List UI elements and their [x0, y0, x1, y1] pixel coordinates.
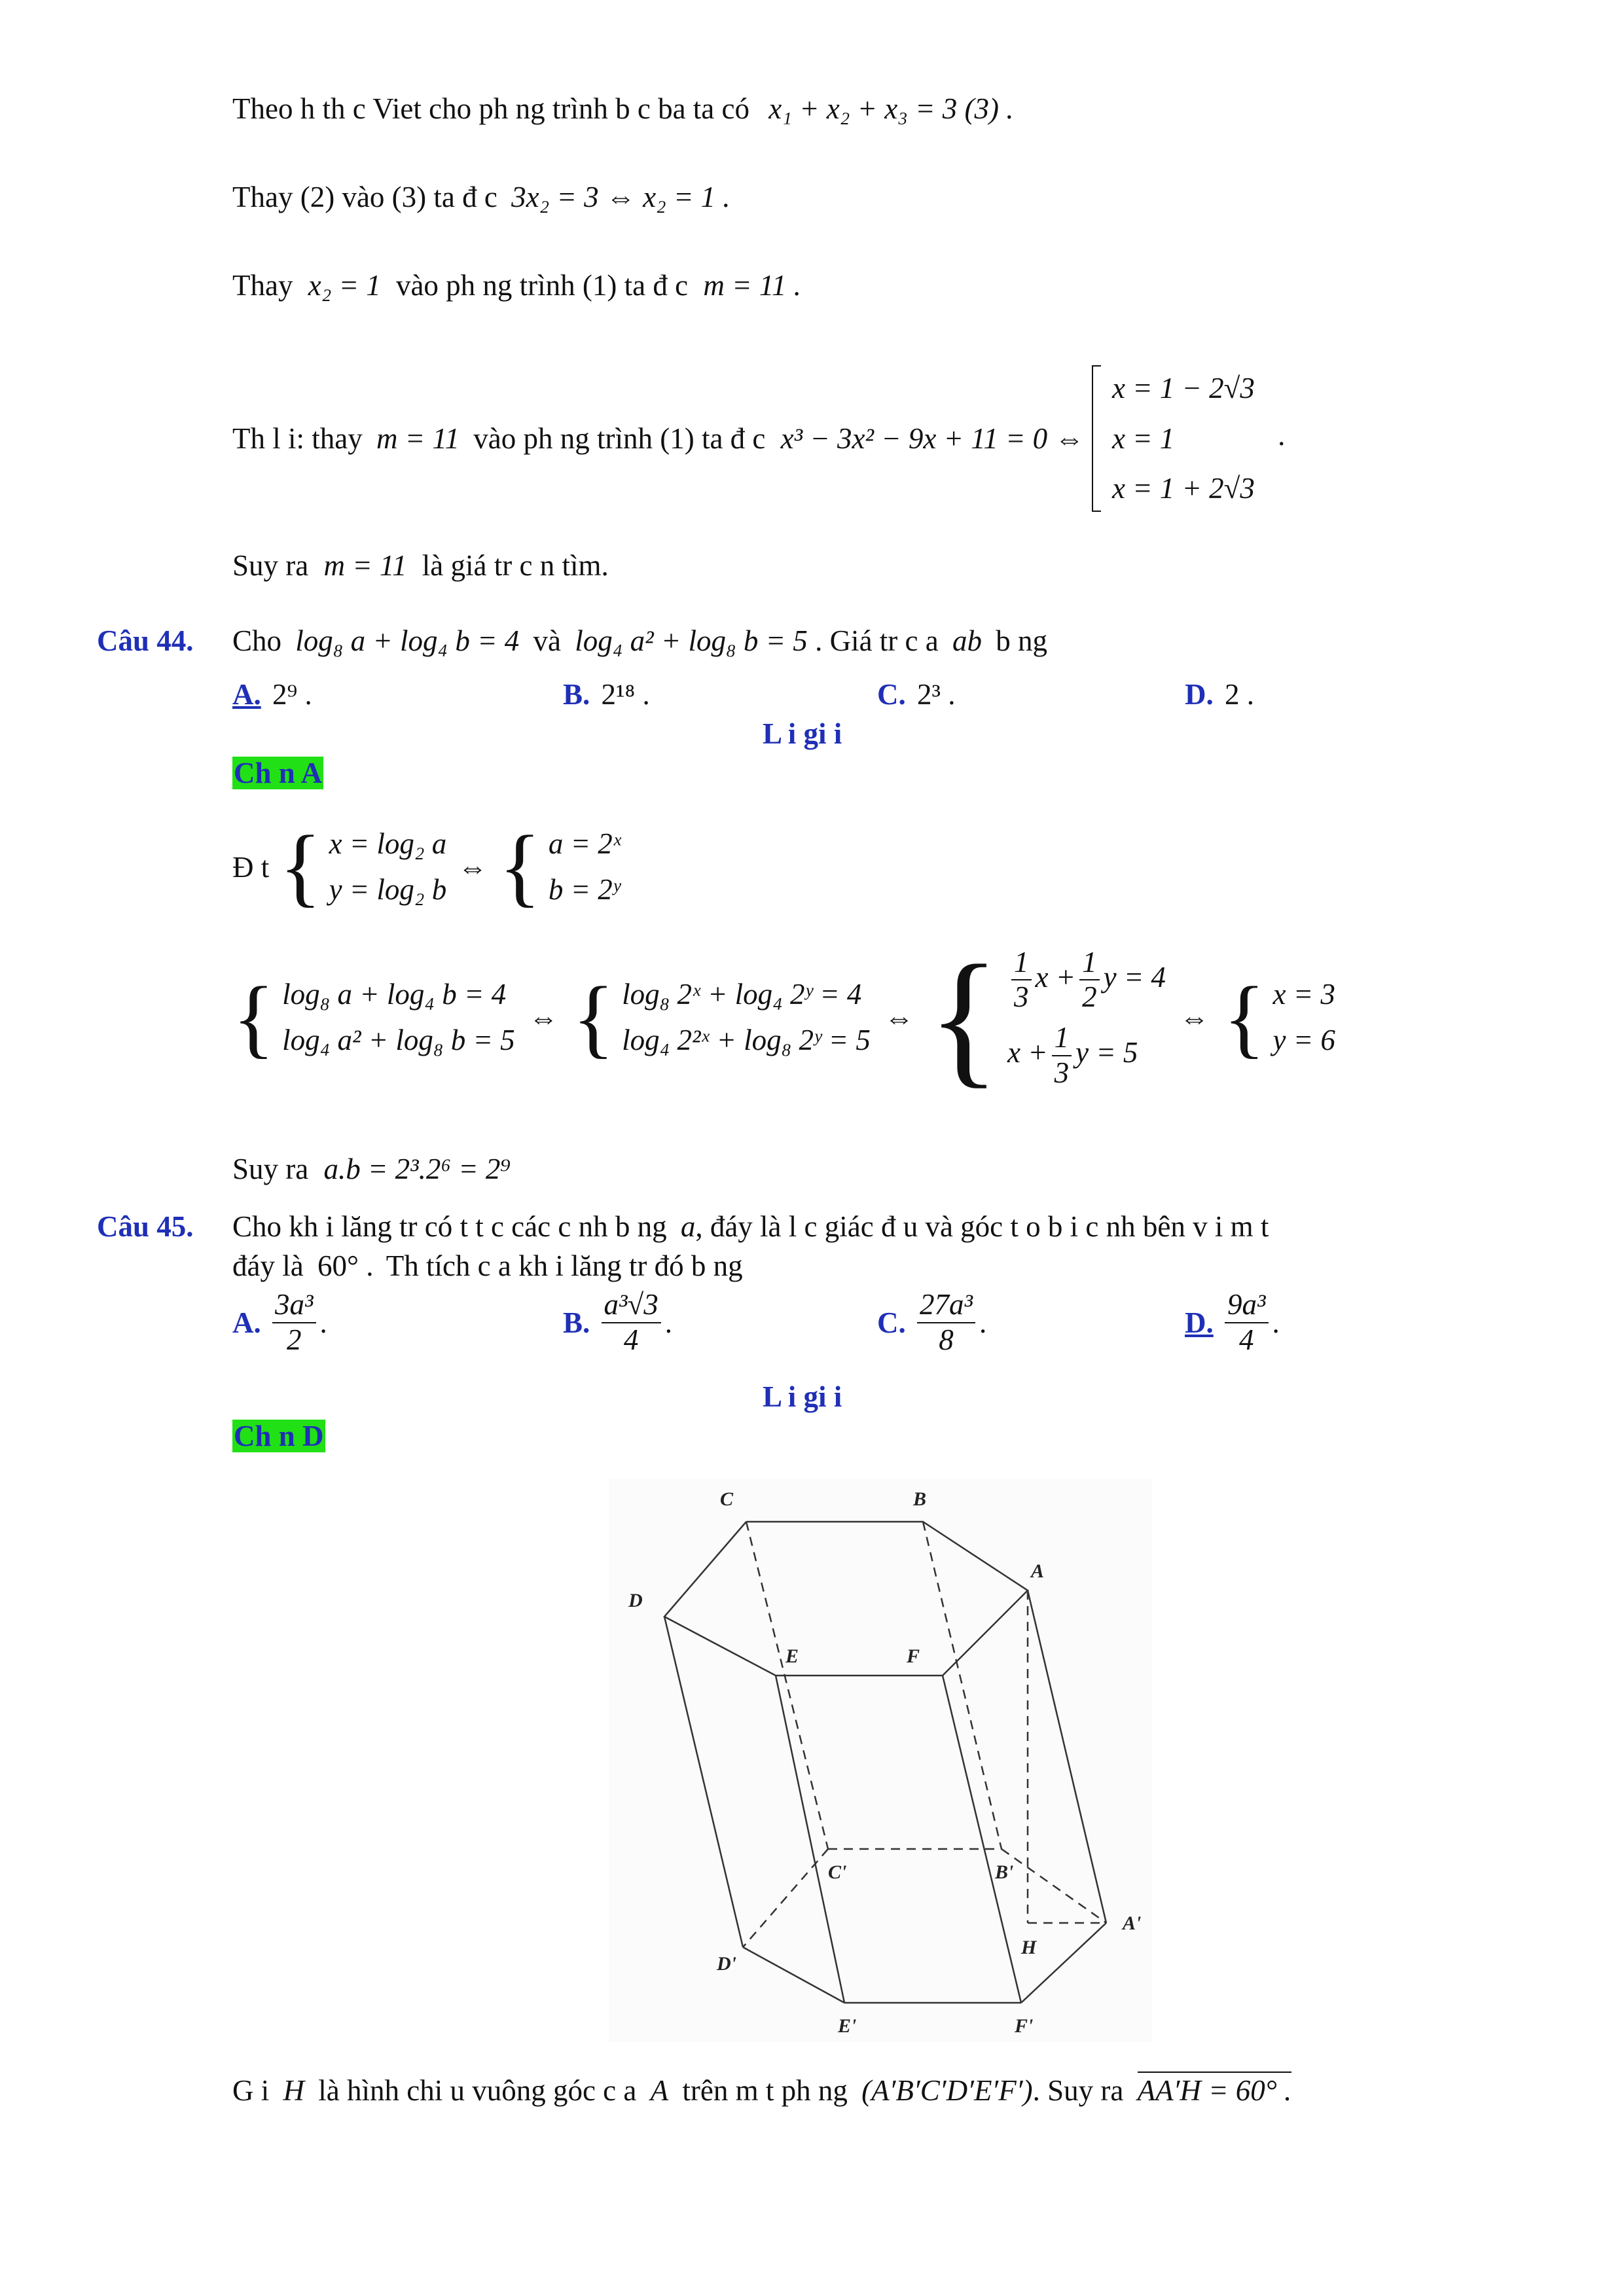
- q45-stem-line2: đáy là 60° . Th tích c a kh i lăng tr đó b ng: [232, 1249, 743, 1282]
- vertex-label-F: F: [907, 1645, 920, 1667]
- q44-label: Câu 44.: [97, 624, 194, 657]
- q45-stem-line1: Cho kh i lăng tr có t t c các c nh b ng a, đáy là l c giác đ u và góc t o b i c nh bên v i m t: [232, 1210, 1269, 1243]
- line-find-m: Thay x₂ = 1 vào ph ng trình (1) ta đ c m = 11 .: [232, 269, 801, 302]
- q44-conclusion: Suy ra a.b = 2³.2⁶ = 2⁹: [232, 1153, 511, 1185]
- vertex-label-B2: B': [995, 1861, 1014, 1883]
- q45-option-b[interactable]: B. $\frac{\text{a³√3}}{4}$ .: [563, 1288, 672, 1356]
- q44-option-a[interactable]: A. 2⁹ .: [232, 678, 312, 711]
- q45-label: Câu 45.: [97, 1210, 194, 1243]
- vertex-label-F2: F': [1015, 2015, 1034, 2037]
- hexagonal-prism-figure: [609, 1479, 1152, 2042]
- vertex-label-E2: E': [838, 2015, 857, 2037]
- q44-option-b[interactable]: B. 2¹⁸ .: [563, 678, 650, 711]
- q44-substitution: Đ t { x = log₂ a y = log₂ b ⇔ { a = 2ˣ b = 2ʸ: [232, 818, 621, 916]
- line-verify: Th l i: thay m = 11 vào ph ng trình (1) ta đ c x³ − 3x² − 9x + 11 = 0 ⇔ x = 1 − 2√3 x = 1 x = 1 + 2√3 .: [232, 363, 1285, 514]
- vertex-label-C2: C': [828, 1861, 847, 1883]
- line-conclusion-m: Suy ra m = 11 là giá tr c n tìm.: [232, 549, 609, 582]
- vertex-label-A2: A': [1123, 1912, 1142, 1934]
- q44-option-c[interactable]: C. 2³ .: [877, 678, 956, 711]
- q45-option-d[interactable]: D. $\frac{\text{9a³}}{4}$ .: [1185, 1288, 1280, 1356]
- q45-choice: Ch n D: [234, 1420, 324, 1452]
- q45-option-a[interactable]: A. $\frac{\text{3a³}}{2}$ .: [232, 1288, 327, 1356]
- vertex-label-E: E: [785, 1645, 799, 1667]
- figure-background: [609, 1479, 1152, 2042]
- q44-solution-title: L i gi i: [763, 717, 842, 750]
- q44-option-d[interactable]: D. 2 .: [1185, 678, 1254, 711]
- q45-final-line: G i H là hình chi u vuông góc c a A trên m t ph ng (A′B′C′D′E′F′). Suy ra AA′H = 60° .: [232, 2073, 1291, 2108]
- q45-solution-title: L i gi i: [763, 1380, 842, 1413]
- vertex-label-C: C: [720, 1488, 734, 1510]
- vertex-label-A: A: [1031, 1560, 1045, 1582]
- vertex-label-D2: D': [717, 1953, 736, 1975]
- root-bracket: [1092, 365, 1101, 512]
- line-viet: Theo h th c Viet cho ph ng trình b c ba ta có x₁ + x₂ + x₃ = 3 (3) .: [232, 92, 1014, 125]
- line-substitute: Thay (2) vào (3) ta đ c 3x₂ = 3 ⇔ x₂ = 1 .: [232, 181, 731, 213]
- vertex-label-H: H: [1021, 1937, 1037, 1958]
- q44-stem: Cho log₈ a + log₄ b = 4 và log₄ a² + log₈ b = 5 . Giá tr c a ab b ng: [232, 624, 1047, 657]
- vertex-label-B: B: [913, 1488, 927, 1510]
- q45-option-c[interactable]: C. $\frac{\text{27a³}}{8}$ .: [877, 1288, 987, 1356]
- q44-choice: Ch n A: [234, 757, 323, 789]
- q44-system-chain: { log₈ a + log₄ b = 4 log₄ a² + log₈ b = 5 ⇔ { log₈ 2ˣ + log₄ 2ʸ = 4 log₄ 2²ˣ + log₈ 2ʸ = 5 ⇔ { $\frac{1}{3}$ x + $\frac{1}{2}$ y = 4 x + $\frac{1}{3}$ y = 5 ⇔ { x = 3 y = 6: [232, 934, 1335, 1101]
- root-list: x = 1 − 2√3 x = 1 x = 1 + 2√3: [1111, 372, 1255, 505]
- vertex-label-D: D: [628, 1590, 643, 1611]
